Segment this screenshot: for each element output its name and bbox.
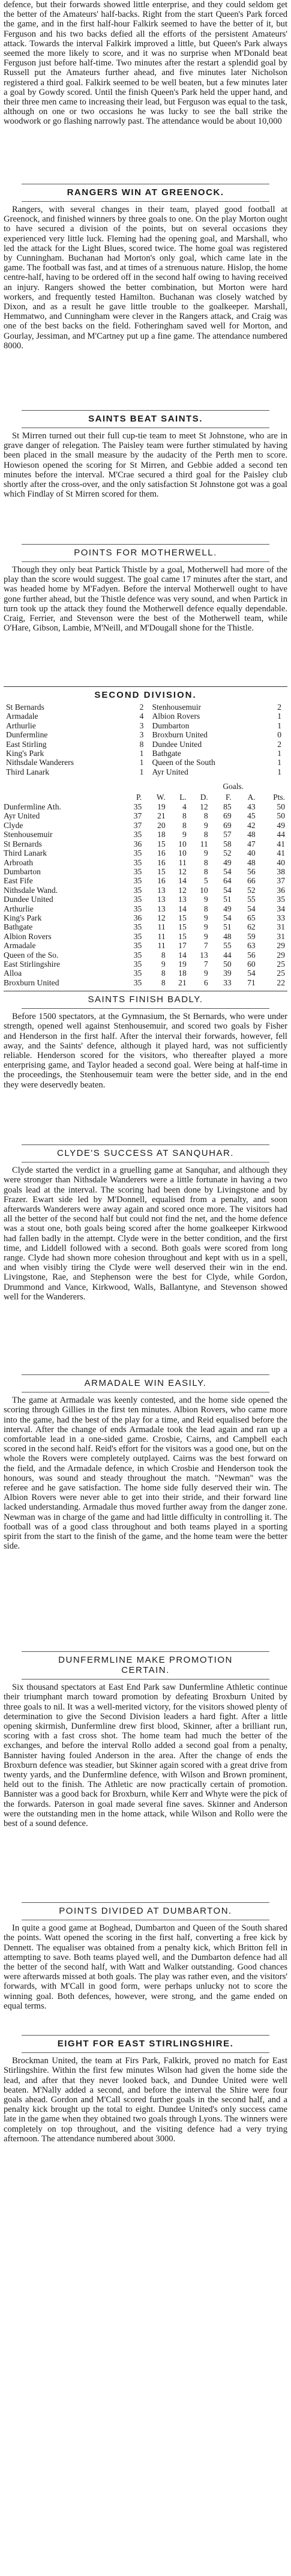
article-paragraph: Six thousand spectators at East End Park saw Dunfermline Athletic continue their triumphant march toward promotion by defeating Broxburn United by three goals to nil. It was a well-merited victory, for the visitors showed plenty of determination to give the Second Division leaders a hard fight. After a little opening skirmish, Dunfermline drew first blood, Skinner, after a brilliant run, scoring with a fast cross shot. The home team had much the better of the exchanges, and before the interval Rollo added a second goal from a penalty, Bannister having fouled Anderson in the area. After the change of ends the Broxburn defence was steadier, but Skinner again scored with a great drive from twenty yards, and the Dunfermline defence, with Wilson and Brown prominent, held out to the finish. The Athletic are now practically certain of promotion. Bannister was a good back for Broxburn, while Kerr and Whyte were the pick of the forwards. Paterson in goal made several fine saves. Skinner and Anderson were the outstanding men in the home attack, while Wilson and Rollo were the best of a sound defence. [4, 1683, 287, 1829]
league-cell-d: 9 [203, 848, 208, 858]
result-home: East Stirling [6, 739, 47, 749]
league-cell-a: 55 [247, 895, 256, 904]
league-row [4, 858, 287, 867]
headline-clyde: CLYDE'S SUCCESS AT SANQUHAR. [57, 1148, 234, 1159]
league-cell-l: 15 [178, 913, 187, 922]
result-away-score: 1 [277, 767, 281, 776]
league-cell-l: 15 [178, 931, 187, 941]
league-cell-a: 65 [247, 913, 256, 922]
league-cell-d: 8 [203, 811, 208, 821]
league-cell-p: 35 [133, 830, 142, 839]
league-cell-p: 35 [133, 876, 142, 886]
divider [22, 2052, 269, 2053]
result-away: Queen of the South [152, 758, 215, 767]
result-away-score: 2 [277, 739, 281, 749]
league-cell-a: 63 [247, 941, 256, 951]
divider [22, 410, 269, 411]
league-cell-l: 4 [182, 802, 187, 812]
result-away-score: 1 [277, 721, 281, 730]
result-away-score: 1 [277, 758, 281, 767]
league-row [4, 811, 287, 820]
league-row [4, 904, 287, 913]
league-cell-team: Queen of the So. [4, 950, 59, 960]
result-away-score: 2 [277, 703, 281, 712]
league-cell-f: 50 [223, 959, 232, 969]
league-row [4, 922, 287, 931]
league-cell-p: 35 [133, 969, 142, 978]
league-cell-l: 9 [182, 830, 187, 839]
headline-saints: SAINTS BEAT SAINTS. [88, 414, 203, 424]
league-cell-w: 16 [157, 857, 166, 867]
league-cell-w: 13 [157, 904, 166, 913]
divider [22, 1008, 269, 1009]
league-cell-w: 11 [157, 922, 166, 932]
league-cell-a: 59 [247, 931, 256, 941]
league-cell-l: 12 [178, 866, 187, 876]
league-cell-f: 64 [223, 876, 232, 886]
result-away-score: 1 [277, 712, 281, 721]
result-home: Dunfermline [6, 730, 48, 740]
league-cell-w: 8 [161, 978, 166, 987]
league-cell-f: 57 [223, 830, 232, 839]
league-cell-p: 35 [133, 931, 142, 941]
league-cell-team: Broxburn United [4, 978, 59, 987]
league-cell-a: 62 [247, 922, 256, 932]
result-home-score: 3 [139, 721, 144, 730]
league-cell-a: 45 [247, 811, 256, 821]
league-cell-pts: 29 [277, 941, 285, 951]
league-cell-pts: 25 [277, 959, 285, 969]
league-cell-w: 8 [161, 969, 166, 978]
league-cell-w: 9 [161, 959, 166, 969]
league-row [4, 867, 287, 876]
league-cell-pts: 33 [277, 913, 285, 922]
headline-motherwell: POINTS FOR MOTHERWELL. [74, 548, 217, 558]
league-cell-l: 14 [178, 904, 187, 913]
league-row [4, 876, 287, 885]
league-cell-team: Third Lanark [4, 848, 47, 858]
league-cell-pts: 50 [277, 811, 285, 821]
league-team-header [4, 792, 123, 802]
league-row [4, 969, 287, 978]
article-paragraph: Though they only beat Partick Thistle by a goal, Motherwell had more of the play than the score would suggest. The goal came 17 minutes after the start, and was headed home by M'Fadyen. Before the interval Motherwell ought to have gone further ahead, but the Thistle defence was very sound, and when Partick in turn took up the attack they found the Motherwell defence equally dependable. Craig, Ferrier, and Stevenson were the best of the Motherwell team, while O'Hare, Gibson, Lambie, M'Neill, and M'Dougall shone for the Thistle. [4, 565, 287, 633]
league-cell-f: 58 [223, 839, 232, 848]
league-cell-a: 47 [247, 839, 256, 848]
headline-second-division: SECOND DIVISION. [94, 690, 197, 700]
league-cell-w: 11 [157, 931, 166, 941]
result-row [4, 749, 287, 758]
league-cell-l: 12 [178, 885, 187, 895]
league-row [4, 941, 287, 950]
goals-header: Goals. [223, 782, 244, 791]
league-cell-p: 37 [133, 811, 142, 821]
league-cell-pts: 22 [277, 978, 285, 987]
league-cell-pts: 38 [277, 866, 285, 876]
league-cell-a: 40 [247, 848, 256, 858]
result-away-score: 0 [277, 730, 281, 740]
league-cell-p: 35 [133, 922, 142, 932]
divider [22, 1679, 269, 1680]
result-row [4, 767, 287, 776]
league-cell-a: 42 [247, 820, 256, 830]
league-cell-pts: 41 [277, 839, 285, 848]
league-cell-f: 52 [223, 848, 232, 858]
league-cell-f: 51 [223, 922, 232, 932]
article-paragraph: Rangers, with several changes in their team, played good football at Greenock, and finished winners by three goals to one. On the play Morton ought to have secured a division of the points, but on several occasions they experienced very little luck. Fleming had the opening goal, and Marshall, who led the attack for the Light Blues, scored twice. The home goal was registered by Cunningham. Buchanan had Morton's only goal, which came late in the game. The football was fast, and at times of a strenuous nature. Hislop, the home centre-half, having to be ordered off in the second half owing to having received an injury. Rangers showed the better combination, but Morton were hard workers, and frequently tested Hamilton. Buchanan was closely watched by Dixon, and as a result he gave little trouble to the goalkeeper. Marshall, Hemmatwo, and Cunningham were clever in the Rangers attack, and Craig was one of the best backs on the field. Fotheringham saved well for Morton, and Gourlay, Jessiman, and M'Cartney put up a fine game. The attendance numbered 8000. [4, 205, 287, 351]
article-paragraph: In quite a good game at Boghead, Dumbarton and Queen of the South shared the points. Watt opened the scoring in the first half, converting a free kick by Dennett. The equaliser was obtained from a penalty kick, which Britton fell in attempting to save. Both teams played well, and the Dumbarton defence had all the better of the second half, with Watt and Walker outstanding. Good chances were afterwards missed at both goals. The play was rather even, and the visitors' forwards, with M'Call in good form, were perhaps unlucky not to score the winning goal. Both defences, however, were strong, and the game ended on equal terms. [4, 1923, 287, 2011]
league-cell-w: 8 [161, 950, 166, 960]
league-cell-p: 35 [133, 895, 142, 904]
league-cell-pts: 31 [277, 922, 285, 932]
league-cell-w: 11 [157, 941, 166, 951]
result-away: Ayr United [152, 767, 188, 776]
league-cell-pts: 31 [277, 931, 285, 941]
league-column-header: D. [200, 792, 208, 802]
league-cell-pts: 44 [277, 830, 285, 839]
league-cell-f: 39 [223, 969, 232, 978]
league-column-header: W. [156, 792, 166, 802]
league-cell-pts: 49 [277, 820, 285, 830]
league-cell-d: 8 [203, 857, 208, 867]
league-row [4, 951, 287, 960]
league-cell-p: 35 [133, 950, 142, 960]
league-cell-f: 54 [223, 885, 232, 895]
headline-dumbarton: POINTS DIVIDED AT DUMBARTON. [59, 1906, 232, 1917]
result-away-score: 1 [277, 749, 281, 758]
league-table [4, 781, 287, 987]
league-cell-w: 13 [157, 895, 166, 904]
league-cell-l: 10 [178, 848, 187, 858]
league-cell-team: Armadale [4, 941, 36, 951]
result-away: Stenhousemuir [152, 703, 202, 712]
league-cell-team: Ayr United [4, 811, 40, 821]
league-cell-f: 85 [223, 802, 232, 812]
divider [22, 561, 269, 562]
league-cell-pts: 25 [277, 969, 285, 978]
result-home-score: 1 [139, 767, 144, 776]
divider [4, 686, 287, 687]
league-cell-p: 35 [133, 885, 142, 895]
divider [22, 1374, 269, 1375]
result-home-score: 4 [139, 712, 144, 721]
league-cell-l: 19 [178, 959, 187, 969]
league-cell-team: Dumbarton [4, 866, 41, 876]
league-cell-d: 9 [203, 931, 208, 941]
league-cell-p: 37 [133, 820, 142, 830]
result-home: Arthurlie [6, 721, 36, 730]
league-cell-l: 14 [178, 950, 187, 960]
league-cell-pts: 34 [277, 904, 285, 913]
league-cell-d: 12 [200, 802, 208, 812]
headline-east-stirling: EIGHT FOR EAST STIRLINGSHIRE. [57, 2039, 234, 2049]
league-row [4, 895, 287, 904]
league-cell-d: 9 [203, 969, 208, 978]
league-cell-d: 10 [200, 885, 208, 895]
league-cell-pts: 40 [277, 857, 285, 867]
league-row [4, 830, 287, 839]
league-cell-d: 8 [203, 866, 208, 876]
divider [22, 1162, 269, 1163]
divider [22, 2035, 269, 2036]
league-cell-team: Dunfermline Ath. [4, 802, 61, 812]
league-cell-p: 35 [133, 802, 142, 812]
result-away: Dumbarton [152, 721, 190, 730]
league-column-header: Pts. [273, 792, 285, 802]
article-paragraph: Before 1500 spectators, at the Gymnasium, the St Bernards, who were under strength, opened well against Stenhousemuir, and scored two goals by Fisher and Henderson in the first half. After the interval their forwards, however, fell away, and the Saints' defence, although it played hard, was not sufficiently reliable. Henderson scored for the visitors, who thereafter played a more enterprising game, and Taylor headed a second goal. Were being at half-time in the proceedings, the Stenhousemuir team were the better side, and in the end they were deservedly beaten. [4, 1012, 287, 1090]
league-cell-d: 9 [203, 922, 208, 932]
result-home: Nithsdale Wanderers [6, 758, 74, 767]
league-cell-d: 8 [203, 904, 208, 913]
headline-saints-finish: SAINTS FINISH BADLY. [88, 994, 203, 1005]
result-away: Dundee United [152, 739, 202, 749]
league-cell-d: 9 [203, 895, 208, 904]
league-cell-a: 54 [247, 969, 256, 978]
league-cell-team: Dundee United [4, 895, 53, 904]
headline-dunfermline: DUNFERMLINE MAKE PROMOTION [58, 1655, 233, 1666]
league-cell-f: 49 [223, 857, 232, 867]
league-cell-pts: 35 [277, 895, 285, 904]
league-cell-a: 48 [247, 857, 256, 867]
league-cell-p: 36 [133, 839, 142, 848]
league-cell-f: 69 [223, 811, 232, 821]
league-cell-team: Arbroath [4, 857, 34, 867]
league-cell-l: 8 [182, 820, 187, 830]
result-row [4, 740, 287, 749]
league-cell-team: Bathgate [4, 922, 33, 932]
league-cell-d: 8 [203, 830, 208, 839]
league-cell-d: 9 [203, 913, 208, 922]
league-cell-l: 18 [178, 969, 187, 978]
league-cell-a: 56 [247, 950, 256, 960]
divider [22, 1902, 269, 1903]
league-cell-f: 49 [223, 904, 232, 913]
league-cell-a: 48 [247, 830, 256, 839]
league-row [4, 821, 287, 830]
league-cell-w: 15 [157, 866, 166, 876]
league-cell-team: St Bernards [4, 839, 42, 848]
divider [22, 201, 269, 202]
league-cell-f: 54 [223, 913, 232, 922]
league-cell-f: 55 [223, 941, 232, 951]
result-home: Armadale [6, 712, 38, 721]
league-cell-pts: 41 [277, 848, 285, 858]
result-home-score: 2 [139, 703, 144, 712]
results-table [4, 703, 287, 776]
league-cell-pts: 50 [277, 802, 285, 812]
league-row [4, 978, 287, 987]
result-row [4, 712, 287, 721]
league-cell-team: Arthurlie [4, 904, 34, 913]
article-paragraph: defence, but their forwards showed little enterprise, and they could seldom get the better of the Amateurs' half-backs. Right from the start Queen's Park forced the game, and in the first half-hour Falkirk seemed to have the better of it, but Ferguson and his two backs defied all the efforts of the persistent Amateurs' attack. Towards the interval Falkirk improved a little, but Queen's Park always seemed the more likely to score, and it was no surprise when M'Donald beat Ferguson just before half-time. Two minutes after the restart a splendid goal by Russell put the Amateurs further ahead, and five minutes later Nicholson registered a third goal. Falkirk seemed to be well beaten, but a few minutes later a goal by Gowdy scored. Until the finish Queen's Park held the upper hand, and their three men came to increasing their lead, but Ferguson was equal to the task, although on one or two occasions he was lucky to see the ball strike the woodwork or go flashing narrowly past. The attendance would be about 10,000 [4, 0, 287, 127]
league-cell-d: 9 [203, 820, 208, 830]
result-home-score: 3 [139, 730, 144, 740]
league-cell-team: King's Park [4, 913, 42, 922]
league-cell-team: Stenhousemuir [4, 830, 53, 839]
league-cell-l: 13 [178, 895, 187, 904]
league-cell-w: 16 [157, 876, 166, 886]
league-cell-f: 51 [223, 895, 232, 904]
divider [22, 1144, 269, 1145]
league-cell-l: 15 [178, 922, 187, 932]
league-cell-f: 33 [223, 978, 232, 987]
league-cell-p: 36 [133, 913, 142, 922]
divider [22, 1651, 269, 1652]
league-cell-a: 54 [247, 904, 256, 913]
league-cell-f: 54 [223, 866, 232, 876]
result-home: St Bernards [6, 703, 44, 712]
league-cell-team: Nithsdale Wand. [4, 885, 58, 895]
headline-dunfermline-line2: CERTAIN. [121, 1665, 170, 1676]
result-home-score: 8 [139, 739, 144, 749]
league-cell-f: 48 [223, 931, 232, 941]
league-cell-pts: 36 [277, 885, 285, 895]
league-column-header: L. [179, 792, 187, 802]
league-cell-l: 10 [178, 839, 187, 848]
league-cell-team: Albion Rovers [4, 931, 52, 941]
result-row [4, 703, 287, 712]
league-cell-p: 35 [133, 857, 142, 867]
league-cell-team: East Fife [4, 876, 33, 886]
result-home-score: 1 [139, 749, 144, 758]
league-cell-p: 35 [133, 941, 142, 951]
league-cell-w: 18 [157, 830, 166, 839]
league-row [4, 839, 287, 848]
article-paragraph: The game at Armadale was keenly contested, and the home side opened the scoring through Gillies in the first ten minutes. Albion Rovers, who came more into the game, had the best of the play for a time, and Reid equalised before the interval. After the change of ends Armadale took the lead again and ran up a comfortable lead in a one-sided game. Crosbie, Cairns, and Campbell each scored in the second half. Reid's effort for the visitors was a good one, but on the whole the Rovers were completely outplayed. Cairns was the best forward on the field, and the Armadale defence, in which Crosbie and Henderson took the honours, was sound and steady throughout the match. "Newman" was the referee and he gave satisfaction. The home side fully deserved their win. The Albion Rovers were never able to get into their stride, and their forward line lacked understanding. Armadale thus moved further away from the danger zone. Newman was in charge of the game and had little difficulty in controlling it. The football was of a good class throughout and both teams played in a sporting spirit from the start to the finish of the game, and the home team were the better side. [4, 1395, 287, 1552]
result-away: Bathgate [152, 749, 181, 758]
result-row [4, 758, 287, 767]
league-row [4, 960, 287, 969]
league-cell-team: Alloa [4, 969, 22, 978]
league-cell-d: 11 [200, 839, 208, 848]
article-paragraph: St Mirren turned out their full cup-tie team to meet St Johnstone, who are in grave danger of relegation. The Paisley team were further stimulated by having been placed in the small measure by the audacity of the Perth men to score. Howieson opened the scoring for St Mirren, and Gebbie added a second ten minutes before the interval. M'Crae secured a third goal for the Paisley club shortly after the cross-over, and the only satisfaction St Johnstone got was a goal which Findlay of St Mirren scored for them. [4, 431, 287, 500]
league-row [4, 802, 287, 811]
league-row [4, 848, 287, 857]
league-cell-d: 6 [203, 978, 208, 987]
headline-rangers: RANGERS WIN AT GREENOCK. [67, 187, 224, 198]
article-paragraph: Brockman United, the team at Firs Park, Falkirk, proved no match for East Stirlingshire. Within the first few minutes Wilson had given the home side the lead, and after that they never looked back, and Dundee United were well beaten. M'Nally added a second, and before the interval the Shire were four goals ahead. Gordon and M'Call scored further goals in the second half, and a penalty kick brought up the total to eight. Dundee United's only success came late in the game when they obtained two goals through Lyons. The winners were completely on top throughout, and the visiting defence had a very trying afternoon. The attendance numbered about 3000. [4, 2056, 287, 2144]
article-paragraph: Clyde started the verdict in a gruelling game at Sanquhar, and although they were stronger than Nithsdale Wanderers were a little fortunate in having a two goals lead at the interval. The scoring had been done by Livingstone and by Frazer. Ewart side led by M'Donnell, equalised from a penalty, and soon afterwards Wanderers were away again and scored once more. The visitors had all the better of the second half but could not find the net, and the home defence was a stout one, both goals being scored after the home goalkeeper Kirkwood had fallen badly in the attempt. Clyde were in the better condition, and the first time, and Liddell followed with a second. Both goals were scored from long range. Clyde had shown more cohesion throughout and kept with us in a spell, and when visibly tiring the Clyde were well deserved their win in the end. Livingstone, Rae, and Stephenson were the best for Clyde, while Gordon, Drummond and Vance, Kirkwood, Walls, Ballantyne, and Stevenson showed well for the Wanderers. [4, 1166, 287, 1302]
league-cell-l: 21 [178, 978, 187, 987]
league-cell-pts: 29 [277, 950, 285, 960]
league-cell-pts: 37 [277, 876, 285, 886]
result-away: Albion Rovers [152, 712, 200, 721]
league-cell-p: 35 [133, 904, 142, 913]
result-away: Broxburn United [152, 730, 208, 740]
headline-armadale: ARMADALE WIN EASILY. [84, 1378, 207, 1389]
result-home-score: 1 [139, 758, 144, 767]
league-cell-team: East Stirlingshire [4, 959, 61, 969]
league-cell-a: 60 [247, 959, 256, 969]
league-cell-d: 7 [203, 941, 208, 951]
league-column-header: P. [136, 792, 142, 802]
league-cell-d: 7 [203, 959, 208, 969]
league-row [4, 913, 287, 922]
league-cell-p: 35 [133, 978, 142, 987]
league-cell-w: 16 [157, 848, 166, 858]
league-cell-d: 5 [203, 876, 208, 886]
league-cell-l: 17 [178, 941, 187, 951]
result-row [4, 721, 287, 730]
league-cell-a: 71 [247, 978, 256, 987]
league-cell-f: 44 [223, 950, 232, 960]
league-cell-a: 43 [247, 802, 256, 812]
league-cell-w: 12 [157, 913, 166, 922]
result-row [4, 730, 287, 739]
league-cell-a: 66 [247, 876, 256, 886]
league-cell-p: 35 [133, 866, 142, 876]
league-cell-w: 20 [157, 820, 166, 830]
league-cell-w: 15 [157, 839, 166, 848]
league-row [4, 932, 287, 941]
league-cell-w: 19 [157, 802, 166, 812]
league-column-header: F. [225, 792, 232, 802]
divider [22, 544, 269, 545]
league-cell-team: Clyde [4, 820, 23, 830]
league-cell-a: 52 [247, 885, 256, 895]
league-cell-l: 11 [178, 857, 187, 867]
result-home: King's Park [6, 749, 44, 758]
league-row [4, 886, 287, 895]
league-column-header: A. [247, 792, 256, 802]
league-cell-a: 56 [247, 866, 256, 876]
league-cell-f: 69 [223, 820, 232, 830]
league-cell-w: 21 [157, 811, 166, 821]
league-cell-d: 13 [200, 950, 208, 960]
result-home: Third Lanark [6, 767, 50, 776]
league-cell-l: 8 [182, 811, 187, 821]
league-cell-l: 14 [178, 876, 187, 886]
league-cell-p: 35 [133, 848, 142, 858]
league-cell-w: 13 [157, 885, 166, 895]
league-cell-p: 35 [133, 959, 142, 969]
